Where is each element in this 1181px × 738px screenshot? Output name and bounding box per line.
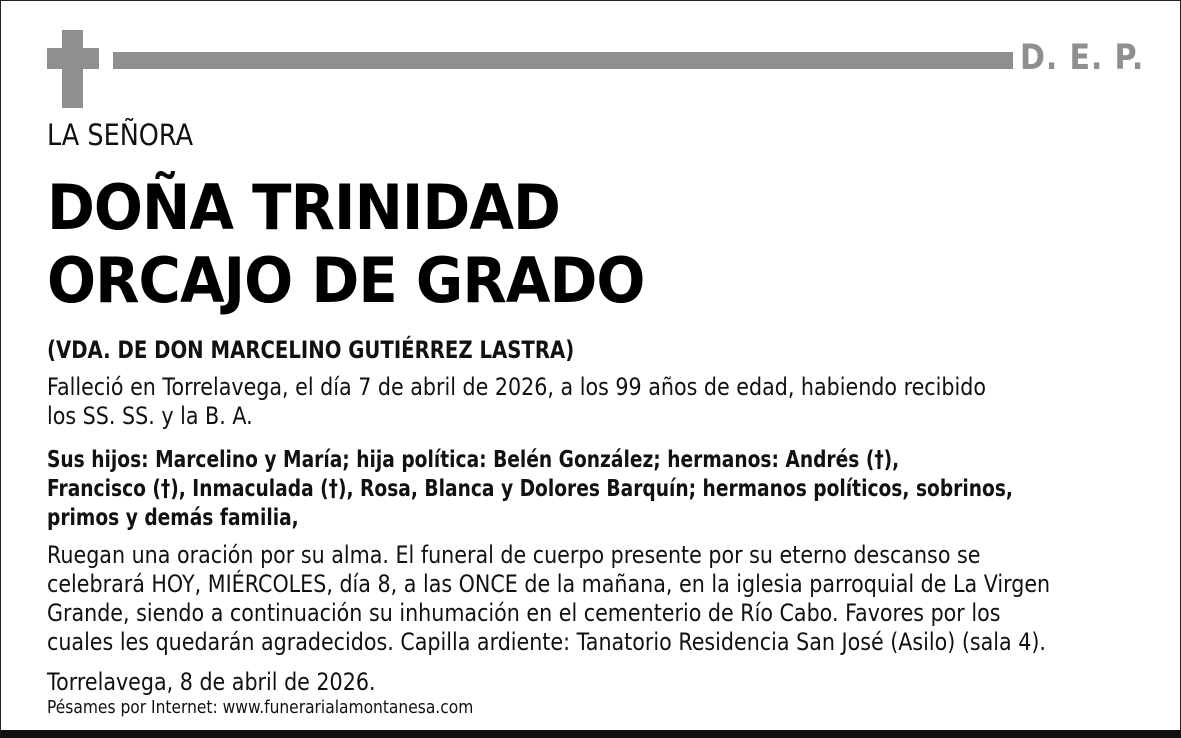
text-line: Sus hijos: Marcelino y María; hija política: Belén González; hermanos: Andrés (†), (47, 447, 900, 473)
deceased-name-line2: ORCAJO DE GRADO (47, 244, 645, 317)
text-line: Grande, siendo a continuación su inhumación en el cementerio de Río Cabo. Favores por los (47, 599, 1001, 627)
condolences-website: Pésames por Internet: www.funerarialamontanesa.com (47, 697, 474, 718)
cross-icon (62, 30, 83, 108)
honorific-label: LA SEÑORA (47, 118, 194, 152)
cross-icon-arm (47, 48, 99, 69)
place-date: Torrelavega, 8 de abril de 2026. (47, 668, 376, 696)
widow-of-note: (VDA. DE DON MARCELINO GUTIÉRREZ LASTRA) (47, 336, 575, 364)
text-line: primos y demás familia, (47, 505, 299, 531)
text-line: Ruegan una oración por su alma. El funeral de cuerpo presente por su eterno descanso se (47, 541, 981, 569)
death-notice-paragraph (47, 373, 986, 431)
text-line: cuales les quedarán agradecidos. Capilla ardiente: Tanatorio Residencia San José (Asilo) (sala 4). (47, 628, 1046, 656)
header-divider-bar (113, 52, 1013, 69)
text-line: los SS. SS. y la B. A. (47, 402, 253, 430)
text-line: Falleció en Torrelavega, el día 7 de abril de 2026, a los 99 años de edad, habiendo recibido (47, 373, 986, 401)
family-paragraph (47, 446, 1013, 533)
text-line: celebrará HOY, MIÉRCOLES, día 8, a las ONCE de la mañana, en la iglesia parroquial de La Virgen (47, 570, 1051, 598)
deceased-name-line1: DOÑA TRINIDAD (47, 171, 560, 244)
funeral-paragraph (47, 541, 1050, 657)
text-line: Francisco (†), Inmaculada (†), Rosa, Blanca y Dolores Barquín; hermanos políticos, sobrinos, (47, 476, 1013, 502)
dep-heading: D. E. P. (1020, 38, 1145, 78)
